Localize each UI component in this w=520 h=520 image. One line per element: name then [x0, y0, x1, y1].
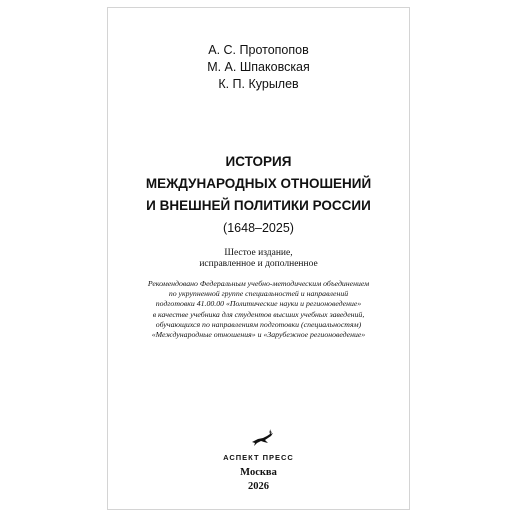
title-line: ИСТОРИЯ	[225, 154, 292, 169]
title-page	[107, 7, 410, 510]
publication-year: 2026	[248, 481, 269, 492]
title-line: МЕЖДУНАРОДНЫХ ОТНОШЕНИЙ	[145, 176, 372, 191]
recommendation-line: Рекомендовано Федеральным учебно-методическим объединением	[147, 279, 370, 288]
author-name: К. П. Курылев	[218, 77, 299, 91]
book-title	[108, 151, 409, 217]
author-name: М. А. Шпаковская	[207, 60, 310, 74]
recommendation-line: по укрупненной группе специальностей и направлений	[168, 289, 349, 299]
author-name: А. С. Протопопов	[208, 43, 309, 57]
title-line: И ВНЕШНЕЙ ПОЛИТИКИ РОССИИ	[146, 198, 371, 213]
recommendation-line: подготовки 41.00.00 «Политические науки и регионоведение»	[155, 299, 362, 309]
edition-line: Шестое издание,	[224, 248, 293, 258]
years-range: (1648–2025)	[223, 221, 294, 235]
recommendation-line: обучающихся по направлениям подготовки (специальностям)	[155, 319, 362, 329]
edition-note	[108, 248, 409, 270]
publisher-name: АСПЕКТ ПРЕСС	[223, 453, 294, 462]
recommendation-line: в качестве учебника для студентов высших учебных заведений,	[152, 309, 365, 319]
authors-block	[108, 42, 409, 93]
recommendation-text	[108, 279, 409, 340]
edition-line: исправленное и дополненное	[199, 259, 318, 269]
recommendation-line: «Международные отношения» и «Зарубежное регионоведение»	[151, 330, 366, 340]
publication-city: Москва	[240, 467, 277, 478]
publisher-deer-logo-icon	[249, 428, 275, 448]
